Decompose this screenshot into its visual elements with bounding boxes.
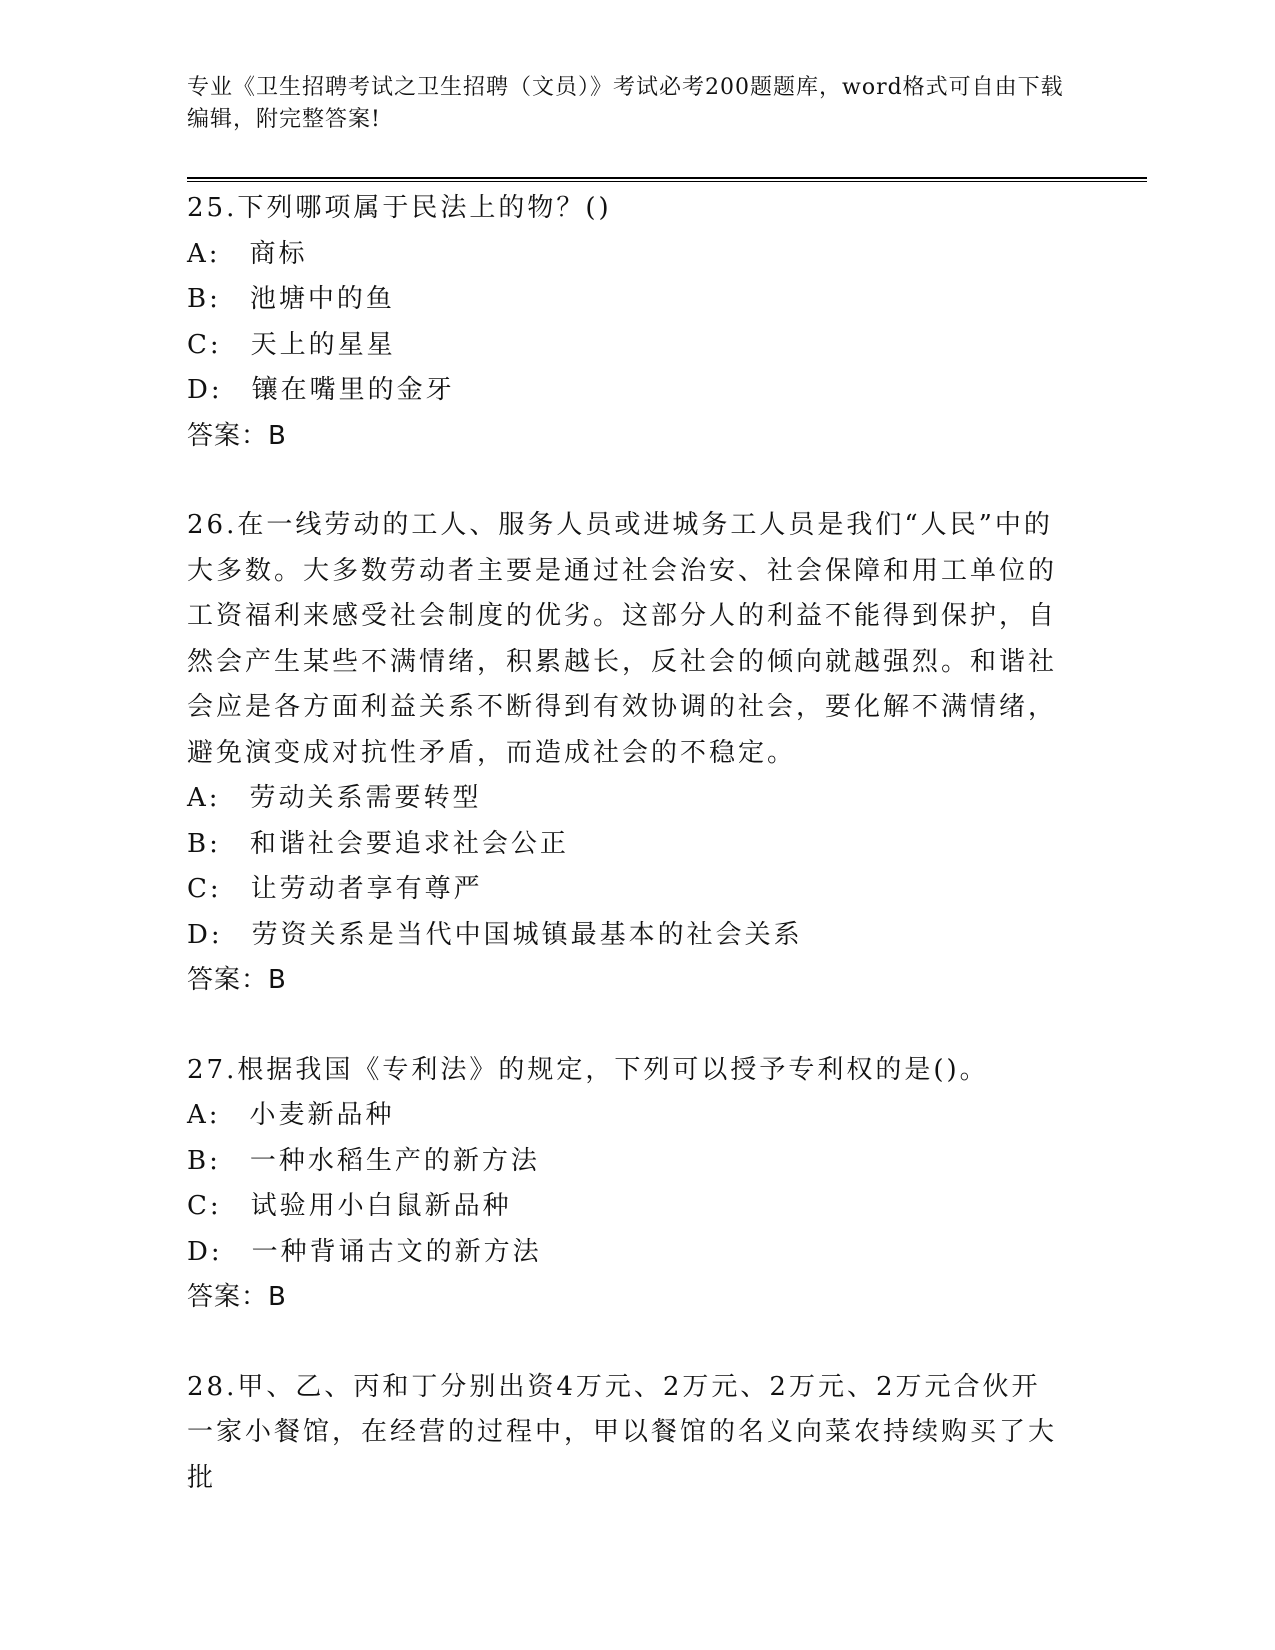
answer-line: 答案：B: [187, 420, 287, 451]
option-c: C: 天上的星星: [187, 329, 396, 360]
question-stem: 28.甲、乙、丙和丁分别出资4万元、2万元、2万元、2万元合伙开一家小餐馆，在经营的过程中，甲以餐馆的名义向菜农持续购买了大批: [187, 1371, 1058, 1493]
option-d: D: 镶在嘴里的金牙: [187, 375, 455, 405]
question-26: [187, 503, 1067, 1004]
answer-line: 答案：B: [187, 965, 287, 995]
question-27: [187, 1048, 1067, 1321]
question-28: [187, 1365, 1067, 1502]
option-c: C: 试验用小白鼠新品种: [187, 1191, 512, 1221]
question-stem: 25.下列哪项属于民法上的物？(): [187, 193, 612, 223]
option-b: B: 一种水稻生产的新方法: [187, 1145, 540, 1176]
option-d: D: 一种背诵古文的新方法: [187, 1236, 542, 1267]
question-list: [187, 186, 1067, 1545]
option-d: D: 劳资关系是当代中国城镇最基本的社会关系: [187, 919, 803, 950]
question-stem: 26.在一线劳动的工人、服务人员或进城务工人员是我们“人民”中的大多数。大多数劳动者主要是通过社会治安、社会保障和用工单位的工资福利来感受社会制度的优劣。这部分人的利益不能得到保护，自然会产生某些不满情绪，积累越长，反社会的倾向就越强烈。和谐社会应是各方面利益关系不断得到有效协调的社会，要化解不满情绪，避免演变成对抗性矛盾，而造成社会的不稳定。: [187, 510, 1058, 768]
option-c: C: 让劳动者享有尊严: [187, 874, 483, 904]
option-b: B: 池塘中的鱼: [187, 284, 395, 314]
option-a: A: 商标: [187, 238, 308, 269]
question-25: [187, 186, 1067, 459]
option-a: A: 劳动关系需要转型: [187, 783, 482, 813]
option-b: B: 和谐社会要追求社会公正: [187, 828, 569, 859]
header-divider-thin: [187, 181, 1147, 182]
answer-line: 答案：B: [187, 1282, 287, 1312]
question-stem: 27.根据我国《专利法》的规定，下列可以授予专利权的是()。: [187, 1054, 989, 1085]
document-header: 专业《卫生招聘考试之卫生招聘（文员）》考试必考200题题库，word格式可自由下载编辑，附完整答案!: [187, 75, 1064, 132]
option-a: A: 小麦新品种: [187, 1100, 395, 1130]
header-divider-thick: [187, 177, 1147, 179]
